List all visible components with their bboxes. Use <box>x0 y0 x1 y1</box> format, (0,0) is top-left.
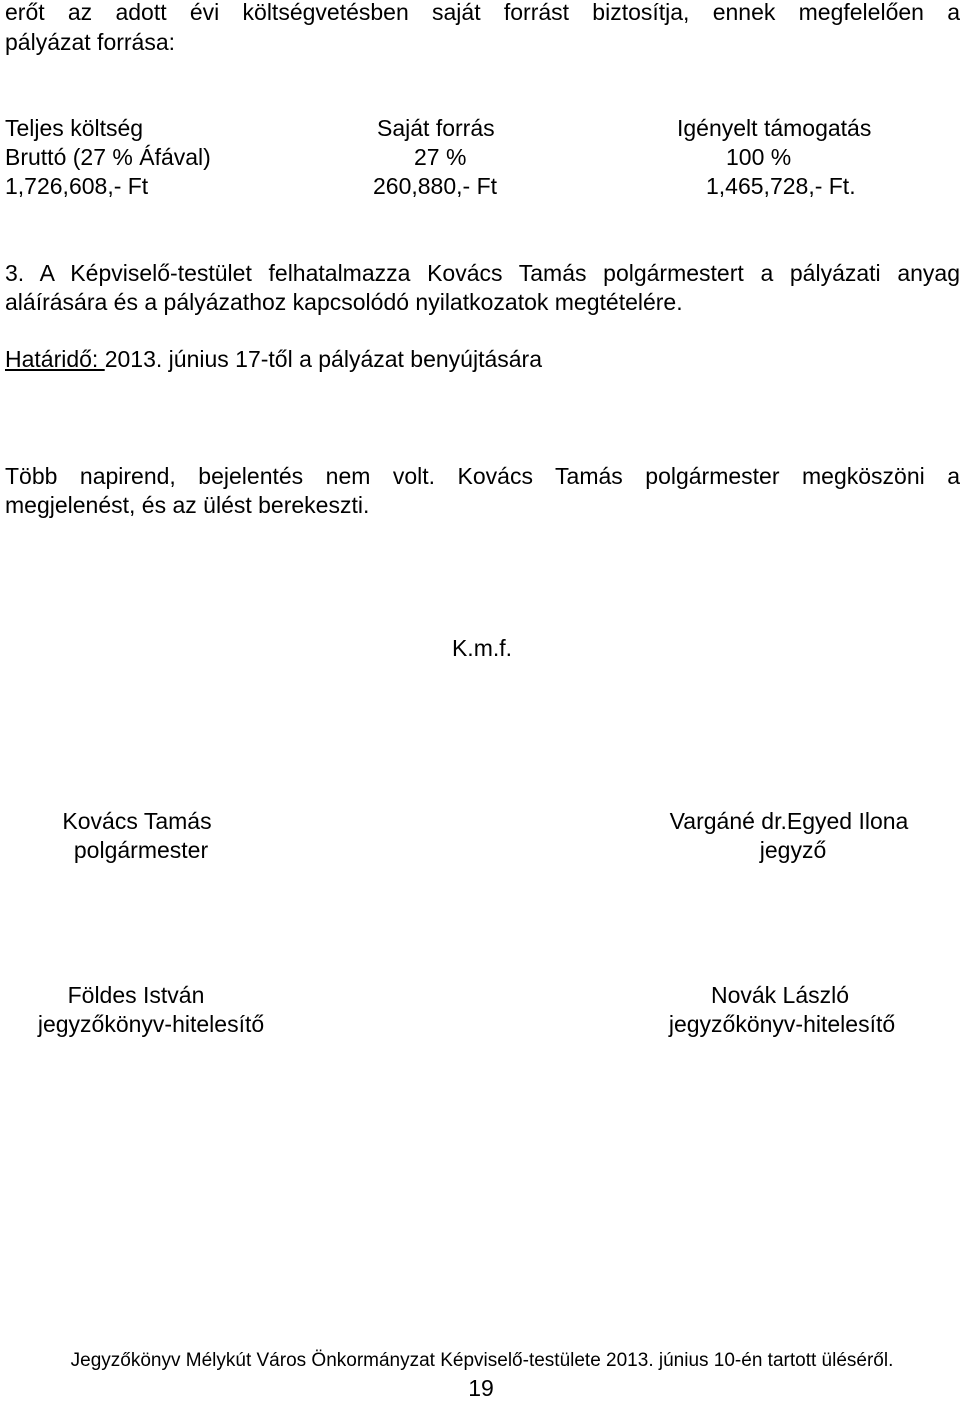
cost-value-own: 260,880,- Ft <box>373 173 498 199</box>
resolution-line-2: aláírására és a pályázathoz kapcsolódó nyilatkozatok megtételére. <box>5 289 683 315</box>
cost-value-total: 1,726,608,- Ft <box>5 173 149 199</box>
signature-name-mayor: Kovács Tamás <box>62 808 212 834</box>
resolution-line-1: 3. A Képviselő-testület felhatalmazza Kovács Tamás polgármestert a pályázati anyag <box>5 260 960 286</box>
cost-sub-total: Bruttó (27 % Áfával) <box>5 144 211 170</box>
signature-role-notary: jegyző <box>759 837 827 863</box>
deadline-text: 2013. június 17-től a pályázat benyújtására <box>104 346 543 372</box>
intro-line-1: erőt az adott évi költségvetésben saját forrást biztosítja, ennek megfelelően a <box>5 0 960 25</box>
signature-role-verifier-1: jegyzőkönyv-hitelesítő <box>37 1011 265 1037</box>
signature-role-verifier-2: jegyzőkönyv-hitelesítő <box>668 1011 896 1037</box>
cost-sub-requested: 100 % <box>726 144 792 170</box>
signature-role-mayor: polgármester <box>73 837 209 863</box>
cost-header-requested: Igényelt támogatás <box>677 115 872 141</box>
cost-sub-own: 27 % <box>414 144 467 170</box>
signature-name-verifier-1: Földes István <box>67 982 205 1008</box>
cost-header-total: Teljes költség <box>5 115 144 141</box>
closing-line-2: megjelenést, és az ülést berekeszti. <box>5 492 370 518</box>
cost-value-requested: 1,465,728,- Ft. <box>706 173 856 199</box>
cost-header-own: Saját forrás <box>377 115 495 141</box>
signature-name-notary: Vargáné dr.Egyed Ilona <box>669 808 909 834</box>
footer-text: Jegyzőkönyv Mélykút Város Önkormányzat Képviselő-testülete 2013. június 10-én tartott üléséről. <box>70 1350 894 1371</box>
signature-name-verifier-2: Novák László <box>710 982 850 1008</box>
kmf-label: K.m.f. <box>451 635 513 661</box>
page-number: 19 <box>468 1375 494 1401</box>
deadline-label: Határidő: <box>5 346 105 372</box>
intro-line-2: pályázat forrása: <box>5 29 176 55</box>
closing-line-1: Több napirend, bejelentés nem volt. Kovács Tamás polgármester megköszöni a <box>5 463 960 489</box>
deadline <box>5 348 542 371</box>
